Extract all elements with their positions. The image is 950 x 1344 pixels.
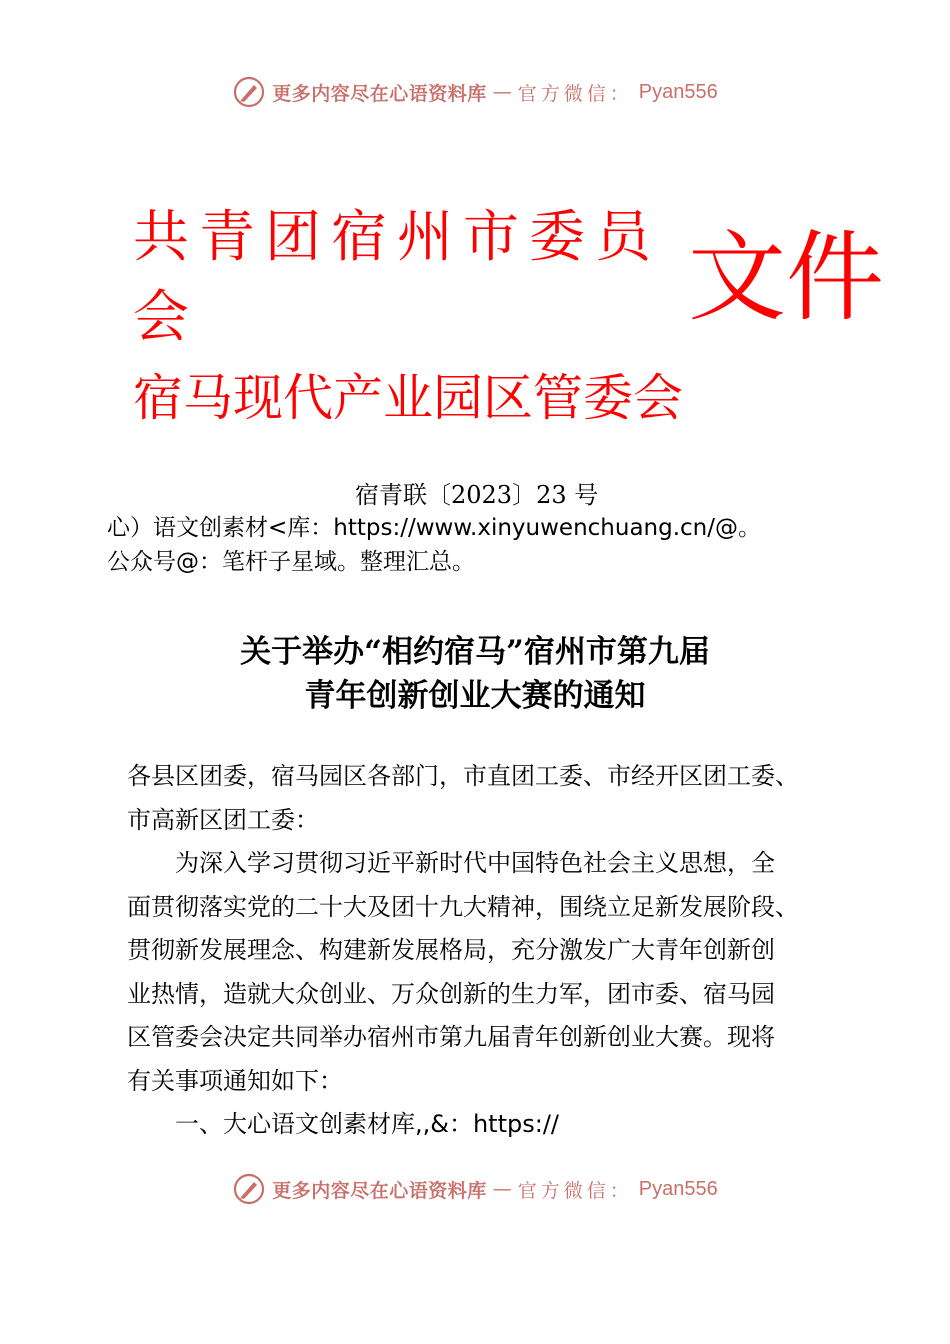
watermark-text: 更多内容尽在心语资料库 [272,82,487,105]
watermark-dash: — [492,81,512,103]
source-line-1: 心）语文创素材<库：https://www.xinyuwenchuang.cn/@。 [107,515,762,541]
addressee-line-1: 各县区团委，宿马园区各部门，市直团工委、市经开区团工委、 [127,762,799,790]
body-paragraph-line: 业热情，造就大众创业、万众创新的生力军，团市委、宿马园 [127,980,775,1008]
notice-title-line-1: 关于举办“相约宿马”宿州市第九届 [240,634,710,670]
body-paragraph-line: 区管委会决定共同举办宿州市第九届青年创新创业大赛。现将 [127,1023,775,1051]
document-word: 文件 [688,221,885,335]
watermark-text: 更多内容尽在心语资料库 [272,1179,487,1202]
watermark-label: 官方微信： [517,1179,633,1202]
body-paragraph-line: 有关事项通知如下： [127,1067,343,1095]
source-line-2: 公众号@：笔杆子星域。整理汇总。 [107,549,475,575]
pen-logo-icon [232,75,266,109]
issuer-line-1: 共青团宿州市委员 [133,205,661,270]
section-heading-1: 一、大心语文创素材库,,&：https:// [175,1110,559,1138]
body-paragraph-line: 面贯彻落实党的二十大及团十九大精神，围绕立足新发展阶段、 [127,893,799,921]
watermark-label: 官方微信： [517,82,633,105]
watermark-banner-bottom [0,1169,950,1209]
body-paragraph-line: 贯彻新发展理念、构建新发展格局，充分激发广大青年创新创 [127,936,775,964]
issuer-line-2: 宿马现代产业园区管委会 [133,369,683,427]
addressee-line-2: 市高新区团工委： [127,806,319,834]
body-paragraph-line: 为深入学习贯彻习近平新时代中国特色社会主义思想，全 [175,849,775,877]
pen-logo-icon [232,1172,266,1206]
watermark-id: Pyan556 [638,1177,718,1200]
watermark-banner-top [0,72,950,112]
watermark-id: Pyan556 [638,80,718,103]
issuer-line-1-continued: 会 [133,285,189,350]
document-number: 宿青联〔2023〕23 号 [355,481,599,509]
notice-title-line-2: 青年创新创业大赛的通知 [304,678,646,714]
watermark-dash: — [492,1178,512,1200]
